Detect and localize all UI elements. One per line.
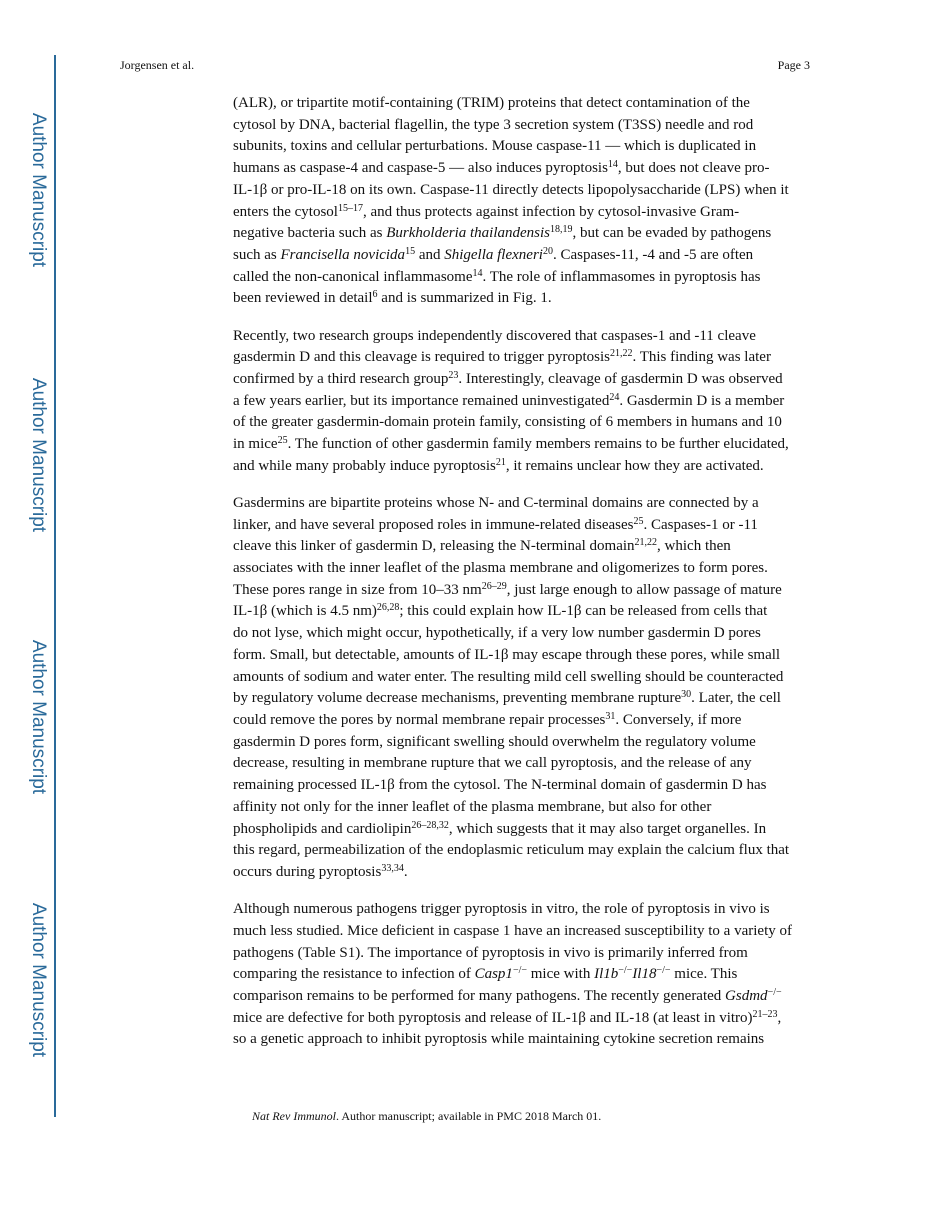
text-run: do not lyse, which might occur, hypothetically, if a very low number gasdermin D pores (233, 625, 761, 642)
text-run: , but can be evaded by pathogens (572, 225, 772, 242)
text-line (233, 862, 833, 884)
text-run: mice are defective for both pyroptosis and release of IL-1β and IL-18 (at least in vitro) (233, 1009, 753, 1026)
citation-superscript: 25 (277, 435, 288, 447)
text-run: . This finding was later (632, 349, 771, 366)
text-line (233, 732, 833, 754)
text-run: mice with (527, 966, 595, 983)
text-run: and while many probably induce pyroptosis (233, 457, 496, 474)
text-line (233, 493, 833, 515)
paragraph (233, 326, 833, 478)
paragraph (233, 899, 833, 1051)
author-manuscript-text: Author Manuscript (28, 377, 49, 533)
text-run: confirmed by a third research group (233, 370, 449, 387)
text-run: so a genetic approach to inhibit pyroptosis while maintaining cytokine secretion remains (233, 1031, 765, 1048)
text-run: associates with the inner leaflet of the plasma membrane and oligomerizes to form pores. (233, 560, 768, 577)
italic-term: Il18 (632, 966, 657, 983)
text-run: comparison remains to be performed for many pathogens. The recently generated (233, 987, 726, 1004)
citation-superscript: −/− (512, 965, 527, 977)
text-run: this regard, permeabilization of the endoplasmic reticulum may explain the calcium flux that (233, 842, 790, 859)
page-number: Page 3 (777, 58, 810, 72)
text-line (233, 986, 833, 1008)
citation-superscript: 33,34 (381, 862, 404, 874)
text-run: form. Small, but detectable, amounts of IL-1β may escape through these pores, while small (233, 646, 781, 663)
text-run: . Caspases-11, -4 and -5 are often (552, 246, 754, 263)
text-run: , (777, 1009, 782, 1026)
text-run: . Caspases-1 or -11 (643, 516, 758, 533)
text-line (233, 288, 833, 310)
text-run: Although numerous pathogens trigger pyroptosis in vitro, the role of pyroptosis in vivo is (233, 901, 770, 918)
text-line (233, 840, 833, 862)
text-run: mice. This (670, 966, 738, 983)
citation-superscript: −/− (767, 986, 782, 998)
text-run: Gasdermins are bipartite proteins whose N- and C-terminal domains are connected by a (233, 494, 759, 511)
text-run: called the non-canonical inflammasome (233, 268, 473, 285)
text-line (233, 921, 833, 943)
citation-superscript: 21,22 (610, 348, 633, 360)
text-run: . Conversely, if more (615, 711, 742, 728)
text-line (233, 158, 833, 180)
text-run: , it remains unclear how they are activated. (505, 457, 764, 474)
text-line (233, 753, 833, 775)
paragraph (233, 493, 833, 884)
text-run: IL-1β (which is 4.5 nm) (233, 603, 377, 620)
citation-superscript: −/− (656, 965, 671, 977)
text-line (233, 93, 833, 115)
text-line (233, 1008, 833, 1030)
citation-superscript: 23 (448, 369, 459, 381)
italic-term: Il1b (594, 966, 619, 983)
text-line (233, 115, 833, 137)
citation-superscript: 15–17 (337, 202, 363, 214)
text-line (233, 180, 833, 202)
paragraph (233, 93, 833, 310)
italic-term: Burkholderia thailandensis (386, 225, 551, 242)
text-line (233, 775, 833, 797)
text-run: pathogens (Table S1). The importance of pyroptosis in vivo is primarily inferred from (233, 944, 748, 961)
text-run: , which suggests that it may also target organelles. In (448, 820, 767, 837)
text-run: . (403, 863, 408, 880)
text-run: These pores range in size from 10–33 nm (233, 581, 482, 598)
text-run: gasdermin D and this cleavage is required to trigger pyroptosis (233, 349, 610, 366)
running-head-authors: Jorgensen et al. (120, 58, 195, 72)
text-line (233, 326, 833, 348)
citation-superscript: 21 (495, 456, 506, 468)
text-line (233, 710, 833, 732)
text-run: IL-1β or pro-IL-18 on its own. Caspase-11 directly detects lipopolysaccharide (LPS) when it (233, 181, 789, 198)
text-run: , just large enough to allow passage of mature (506, 581, 782, 598)
text-run: enters the cytosol (233, 203, 338, 220)
text-line (233, 412, 833, 434)
journal-name: Nat Rev Immunol (252, 1109, 336, 1123)
text-run: such as (233, 246, 281, 263)
text-line (233, 819, 833, 841)
footer-text: . Author manuscript; available in PMC 2018 March 01. (335, 1109, 602, 1123)
text-run: Recently, two research groups independently discovered that caspases-1 and -11 cleave (233, 327, 756, 344)
text-run: . Gasdermin D is a member (619, 392, 785, 409)
text-run: amounts of sodium and water enter. The resulting mild cell swelling should be counteracted (233, 668, 784, 685)
citation-superscript: 24 (609, 391, 620, 403)
text-run: by regulatory volume decrease mechanisms, preventing membrane rupture (233, 690, 682, 707)
page-footer (252, 1109, 601, 1124)
text-line (233, 391, 833, 413)
text-run: . Later, the cell (691, 690, 781, 707)
citation-superscript: 6 (372, 289, 378, 301)
text-run: . The role of inflammasomes in pyroptosis has (482, 268, 761, 285)
text-run: (ALR), or tripartite motif-containing (TRIM) proteins that detect contamination of the (233, 95, 750, 111)
text-line (233, 580, 833, 602)
text-run: phospholipids and cardiolipin (233, 820, 412, 837)
text-run: , and thus protects against infection by cytosol-invasive Gram- (362, 203, 740, 220)
author-manuscript-text: Author Manuscript (28, 112, 49, 268)
citation-superscript: 25 (633, 515, 644, 527)
text-run: comparing the resistance to infection of (233, 966, 475, 983)
text-run: humans as caspase-4 and caspase-5 — also induces pyroptosis (233, 160, 608, 177)
text-run: and (415, 246, 445, 263)
text-line (233, 223, 833, 245)
citation-superscript: 21,22 (634, 537, 658, 549)
text-line (233, 515, 833, 537)
text-line (233, 943, 833, 965)
text-run: a few years earlier, but its importance remained uninvestigated (233, 392, 610, 409)
text-run: decrease, resulting in membrane rupture that we call pyroptosis, and the release of any (233, 755, 752, 772)
italic-term: Casp1 (474, 966, 513, 983)
citation-superscript: 26–29 (481, 580, 507, 592)
text-run: ; this could explain how IL-1β can be released from cells that (399, 603, 768, 620)
text-run: been reviewed in detail (233, 290, 373, 307)
text-line (233, 558, 833, 580)
citation-superscript: −/− (618, 965, 633, 977)
text-line (233, 964, 833, 986)
text-line (233, 797, 833, 819)
text-run: cytosol by DNA, bacterial flagellin, the type 3 secretion system (T3SS) needle and rod (233, 116, 754, 133)
citation-superscript: 26,28 (376, 602, 400, 614)
text-line (233, 667, 833, 689)
text-line (233, 434, 833, 456)
text-line (233, 688, 833, 710)
text-run: remaining processed IL-1β from the cytosol. The N-terminal domain of gasdermin D has (233, 777, 767, 794)
text-run: , which then (657, 538, 731, 555)
text-line (233, 601, 833, 623)
citation-superscript: 14 (607, 159, 618, 171)
text-run: gasdermin D pores form, significant swelling should overwhelm the regulatory volume (233, 733, 756, 750)
text-run: much less studied. Mice deficient in caspase 1 have an increased susceptibility to a variety of (233, 922, 792, 939)
citation-superscript: 21–23 (752, 1008, 778, 1020)
text-run: in mice (233, 436, 278, 453)
text-line (233, 1029, 833, 1051)
citation-superscript: 31 (605, 710, 616, 722)
text-line (233, 369, 833, 391)
text-line (233, 899, 833, 921)
text-run: occurs during pyroptosis (233, 863, 382, 880)
text-run: of the greater gasdermin-domain protein family, consisting of 6 members in humans and 10 (233, 414, 782, 431)
text-run: subunits, toxins and cellular perturbations. Mouse caspase-11 — which is duplicated in (233, 138, 757, 155)
text-run: negative bacteria such as (233, 225, 387, 242)
text-run: and is summarized in Fig. 1. (377, 290, 552, 307)
text-run: , but does not cleave pro- (617, 160, 770, 177)
text-line (233, 347, 833, 369)
text-line (233, 536, 833, 558)
text-run: linker, and have several proposed roles in immune-related diseases (233, 516, 634, 533)
citation-superscript: 18,19 (550, 224, 573, 236)
citation-superscript: 26–28,32 (411, 819, 449, 831)
citation-superscript: 30 (681, 689, 692, 701)
italic-term: Gsdmd (725, 987, 768, 1004)
text-line (233, 245, 833, 267)
text-run: could remove the pores by normal membrane repair processes (233, 711, 606, 728)
author-manuscript-text: Author Manuscript (28, 902, 49, 1058)
text-line (233, 645, 833, 667)
text-line (233, 623, 833, 645)
text-run: . The function of other gasdermin family members remains to be further elucidated, (287, 436, 789, 453)
author-manuscript-text: Author Manuscript (28, 639, 49, 795)
text-run: affinity not only for the inner leaflet of the plasma membrane, but also for other (233, 798, 712, 815)
citation-superscript: 20 (542, 245, 553, 257)
text-line (233, 456, 833, 478)
citation-superscript: 14 (472, 267, 483, 279)
margin-rule (54, 55, 56, 1117)
text-line (233, 136, 833, 158)
italic-term: Francisella novicida (280, 246, 406, 263)
italic-term: Shigella flexneri (444, 246, 543, 263)
citation-superscript: 15 (405, 245, 416, 257)
text-run: . Interestingly, cleavage of gasdermin D was observed (458, 370, 783, 387)
text-run: cleave this linker of gasdermin D, releasing the N-terminal domain (233, 538, 635, 555)
text-line (233, 267, 833, 289)
text-line (233, 202, 833, 224)
article-body (233, 93, 833, 1067)
